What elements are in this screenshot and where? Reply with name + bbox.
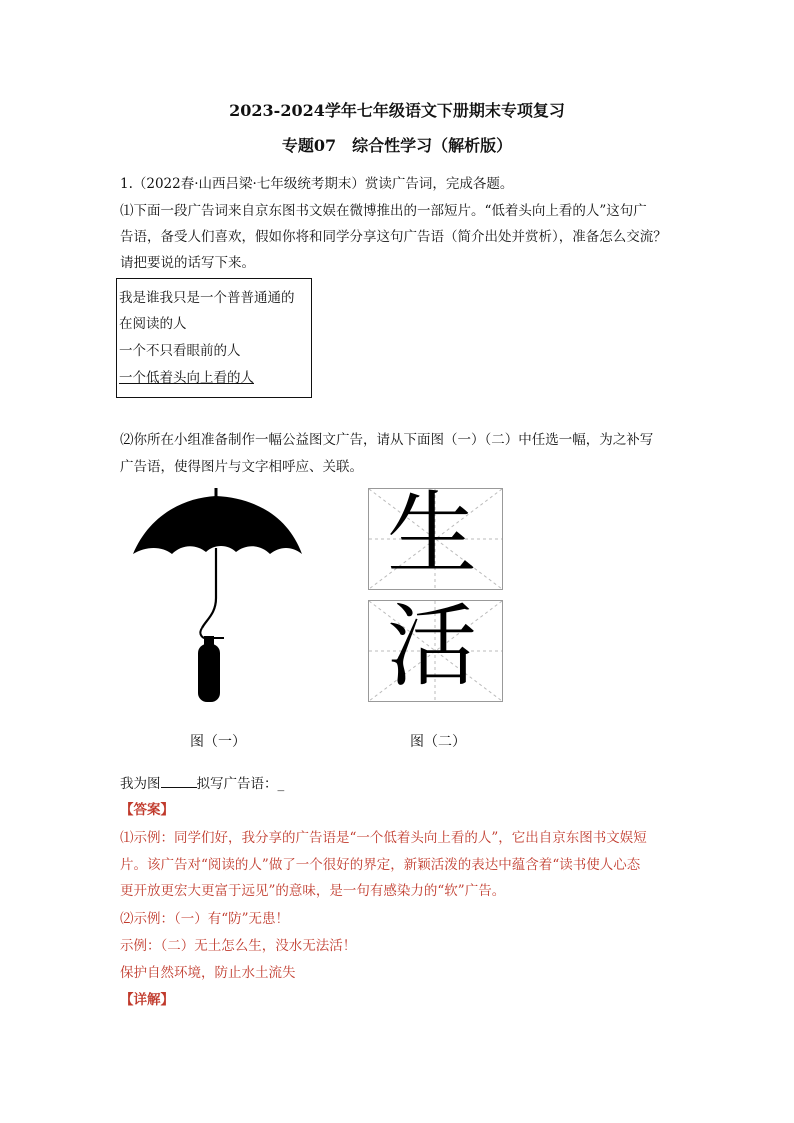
char-sheng: 生 xyxy=(387,482,477,587)
poem-line-4: 一个低着头向上看的人 xyxy=(119,370,254,386)
figure1-caption: 图（一） xyxy=(190,734,246,750)
answer1-line1: ⑴示例：同学们好，我分享的广告语是“一个低着头向上看的人”，它出自京东图书文娱短 xyxy=(120,830,647,846)
answer2-line3: 保护自然环境，防止水土流失 xyxy=(120,965,296,981)
part2-line1: ⑵你所在小组准备制作一幅公益图文广告，请从下面图（一）（二）中任选一幅，为之补写 xyxy=(120,432,654,448)
answer-prompt-b: 拟写广告语： xyxy=(196,776,278,792)
char-huo: 活 xyxy=(387,594,477,699)
char-grid-box-1 xyxy=(368,482,503,590)
umbrella-canopy xyxy=(133,496,302,554)
umbrella-handle xyxy=(202,548,216,628)
umbrella-extinguisher-figure xyxy=(120,488,320,703)
answer1-highlight-2: “读书使人心态 xyxy=(552,857,641,873)
answer1-highlight-1: “阅读的人” xyxy=(201,857,269,873)
question-stem: 1.（2022春·山西吕梁·七年级统考期末）赏读广告词，完成各题。 xyxy=(120,176,514,192)
poem-line-2: 在阅读的人 xyxy=(119,316,187,332)
answer-blank[interactable] xyxy=(161,775,197,788)
answer-prompt-c: _ xyxy=(277,776,285,792)
answer1-line3 xyxy=(120,879,505,899)
extinguisher-body xyxy=(198,644,220,702)
poem-line-1: 我是谁我只是一个普普通通的 xyxy=(119,290,295,306)
answer1-line2-a: 片。该广告对 xyxy=(120,857,201,873)
part1-line3: 请把要说的话写下来。 xyxy=(120,255,255,271)
answer1-line2-b: 做了一个很好的界定，新颖活泼的表达中蕴含着 xyxy=(268,857,553,873)
part1-line1: ⑴下面一段广告词来自京东图书文娱在微博推出的一部短片。“低着头向上看的人”这句广 xyxy=(120,203,647,219)
detail-label: 【详解】 xyxy=(120,992,174,1008)
part1-line2: 告语，备受人们喜欢，假如你将和同学分享这句广告语（简介出处并赏析），准备怎么交流？ xyxy=(120,229,667,245)
answer1-line2 xyxy=(120,853,640,873)
answer2-line1: ⑵示例：（一）有“防”无患！ xyxy=(120,911,290,927)
answer1-highlight-3: 更开放更宏大更富于远见” xyxy=(120,883,276,899)
page-subtitle: 专题07 综合性学习（解析版） xyxy=(281,136,513,155)
part2-line2: 广告语，使得图片与文字相呼应、关联。 xyxy=(120,459,363,475)
poem-line-3: 一个不只看眼前的人 xyxy=(119,343,241,359)
answer-prompt xyxy=(120,772,284,792)
char-grid-box-2 xyxy=(368,594,503,702)
answer1-line3-b: 的意味，是一句有感染力的“软”广告。 xyxy=(275,883,506,899)
figure2-caption: 图（二） xyxy=(410,734,466,750)
answer-label: 【答案】 xyxy=(120,802,174,818)
answer-prompt-a: 我为图 xyxy=(120,776,161,792)
answer2-line2: 示例：（二）无土怎么生，没水无法活！ xyxy=(120,938,357,954)
page-title: 2023-2024学年七年级语文下册期末专项复习 xyxy=(229,101,565,120)
